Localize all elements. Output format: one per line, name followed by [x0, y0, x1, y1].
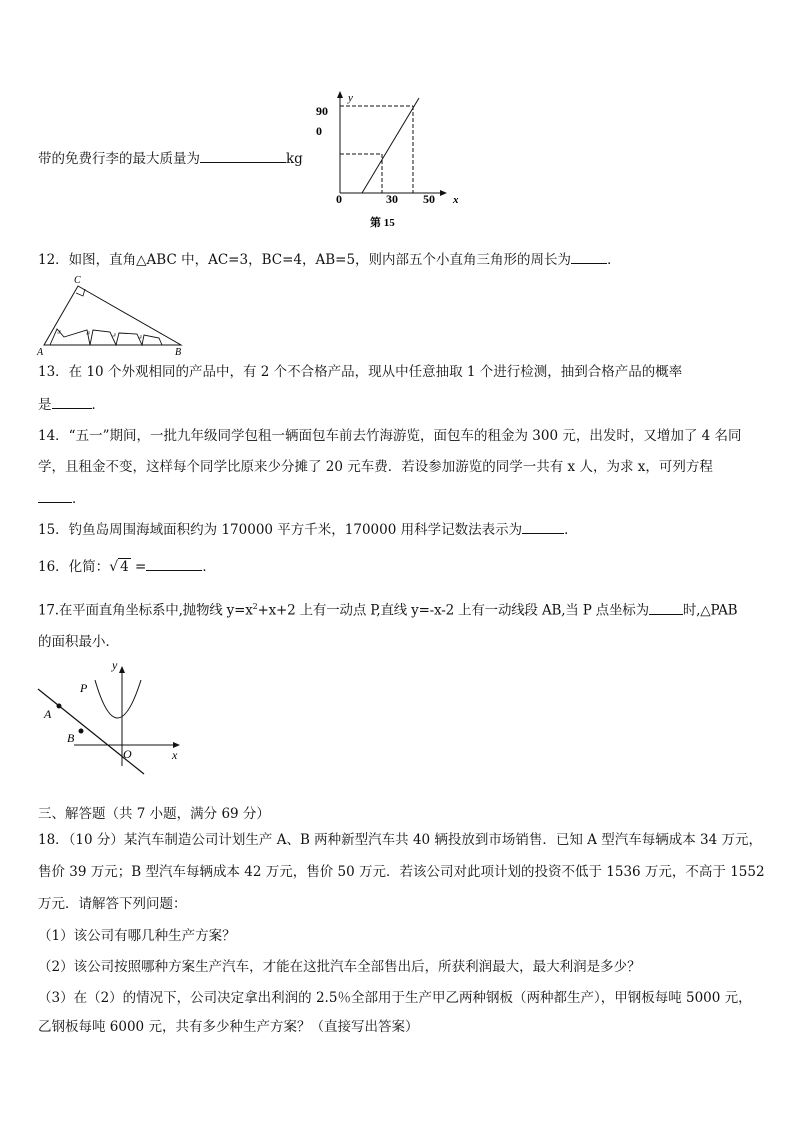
q13-line1: 13．在 10 个外观相同的产品中，有 2 个不合格产品，现从中任意抽取 1 个进行检测，抽到合格产品的概率: [38, 364, 683, 380]
q18-sub3-line2: 乙钢板每吨 6000 元，共有多少种生产方案？（直接写出答案）: [38, 1019, 419, 1035]
q17-answer-blank[interactable]: [649, 600, 683, 615]
q11-y-arrow: [337, 91, 343, 98]
q17-parabola: [95, 680, 141, 718]
q12-label-c: C: [74, 275, 81, 286]
sqrt-symbol: √: [109, 559, 119, 575]
q12-label-b: B: [175, 347, 182, 357]
q11-x-axis-label: x: [453, 194, 459, 206]
q16-radicand: 4: [120, 559, 129, 575]
q17-label-p: P: [80, 681, 88, 695]
q11-x-tick-30: 30: [386, 192, 398, 206]
q11-y-axis-label: y: [348, 92, 353, 104]
q16-text: [38, 556, 216, 577]
q13-answer-blank[interactable]: [52, 394, 92, 409]
q11-text: [38, 148, 303, 169]
q13-end: ．: [91, 397, 105, 413]
q15-text: [38, 519, 578, 540]
q17-label-b: B: [67, 731, 75, 745]
q14-line2: 学，且租金不变，这样每个同学比原来少分摊了 20 元车费．若设参加游览的同学一共有 x 人，为求 x，可列方程: [38, 459, 713, 475]
q11-x-arrow: [440, 190, 447, 196]
q11-caption: 第 15: [370, 217, 395, 229]
q17-label-y: y: [112, 658, 118, 672]
q15-end: ．: [564, 522, 578, 538]
q17-label-x: x: [172, 748, 178, 762]
q17-stem-c: 时,△PAB: [682, 602, 738, 619]
q17-y-arrow: [119, 666, 125, 673]
q17-label-a: A: [44, 707, 52, 721]
q17-coordinate-figure: [34, 656, 189, 776]
section-3-title: 三、解答题（共 7 小题，满分 69 分）: [38, 806, 270, 822]
q16-answer-blank[interactable]: [146, 556, 202, 571]
q12-triangle-figure: [34, 272, 194, 357]
q18-line3: 万元．请解答下列问题：: [38, 896, 187, 912]
q16-stem: 16．化简：: [38, 559, 110, 575]
q17-stem-b: +x+2 上有一动点 P,直线 y=-x-2 上有一动线段 AB,当 P 点坐标为: [257, 602, 649, 619]
q17-stem-a: 17.在平面直角坐标系中,抛物线 y=x: [38, 602, 253, 619]
q16-end: ．: [202, 559, 216, 575]
q18-line1: 18．（10 分）某汽车制造公司计划生产 A、B 两种新型汽车共 40 辆投放到市场销售．已知 A 型汽车每辆成本 34 万元，: [38, 832, 763, 848]
q11-answer-blank[interactable]: [200, 148, 286, 163]
q17-line: [38, 689, 144, 774]
q15-stem: 15．钓鱼岛周围海域面积约为 170000 平方千米，170000 用科学记数法表示为: [38, 522, 523, 538]
q12-label-a: A: [37, 347, 44, 357]
q11-function-line: [362, 98, 419, 193]
q18-sub1: （1）该公司有哪几种生产方案？: [38, 928, 236, 944]
q12-text: [38, 249, 621, 270]
q17-superscript: 2: [252, 602, 258, 611]
q17-label-o: O: [123, 747, 132, 761]
q14-answer-blank[interactable]: [38, 488, 72, 503]
q13-line2-stem: 是: [38, 397, 52, 413]
q15-answer-blank[interactable]: [522, 519, 564, 534]
q17-point-a: [57, 704, 62, 709]
q11-unit: kg: [286, 151, 303, 167]
q17-line2: 的面积最小．: [38, 634, 119, 650]
q14-line1: 14．“五一”期间，一批九年级同学包租一辆面包车前去竹海游览，面包车的租金为 300 元，出发时，又增加了 4 名同: [38, 428, 742, 444]
q12-staircase: [50, 329, 162, 345]
q12-end: ．: [607, 252, 621, 268]
q14-end: ．: [72, 491, 86, 507]
q13-line2: [38, 394, 105, 415]
q11-y-value-1: 90: [316, 104, 328, 118]
q14-line3: [38, 488, 86, 509]
q12-angle-mark-3: [112, 333, 115, 336]
q17-line1: [38, 597, 737, 621]
q17-point-b: [79, 729, 84, 734]
q18-line2: 售价 39 万元；B 型汽车每辆成本 42 万元，售价 50 万元．若该公司对此项计划的投资不低于 1536 万元，不高于 1552: [38, 864, 765, 880]
q11-origin-label: 0: [336, 192, 342, 206]
q12-stem: 12．如图，直角△ABC 中，AC=3，BC=4，AB=5，则内部五个小直角三角形的周长为: [38, 252, 572, 268]
q11-x-tick-50: 50: [423, 192, 435, 206]
q11-y-value-2: 0: [316, 124, 322, 138]
q18-sub2: （2）该公司按照哪种方案生产汽车，才能在这批汽车全部售出后，所获利润最大，最大利润是多少？: [38, 959, 641, 975]
q12-answer-blank[interactable]: [571, 249, 607, 264]
q11-graph: [310, 88, 470, 233]
q18-sub3-line1: （3）在（2）的情况下，公司决定拿出利润的 2.5％全部用于生产甲乙两种钢板（两种都生产），甲钢板每吨 5000 元，: [38, 990, 752, 1006]
q16-equals: =: [130, 559, 147, 575]
q12-right-angle-c: [76, 289, 85, 296]
q11-stem: 带的免费行李的最大质量为: [38, 151, 200, 167]
